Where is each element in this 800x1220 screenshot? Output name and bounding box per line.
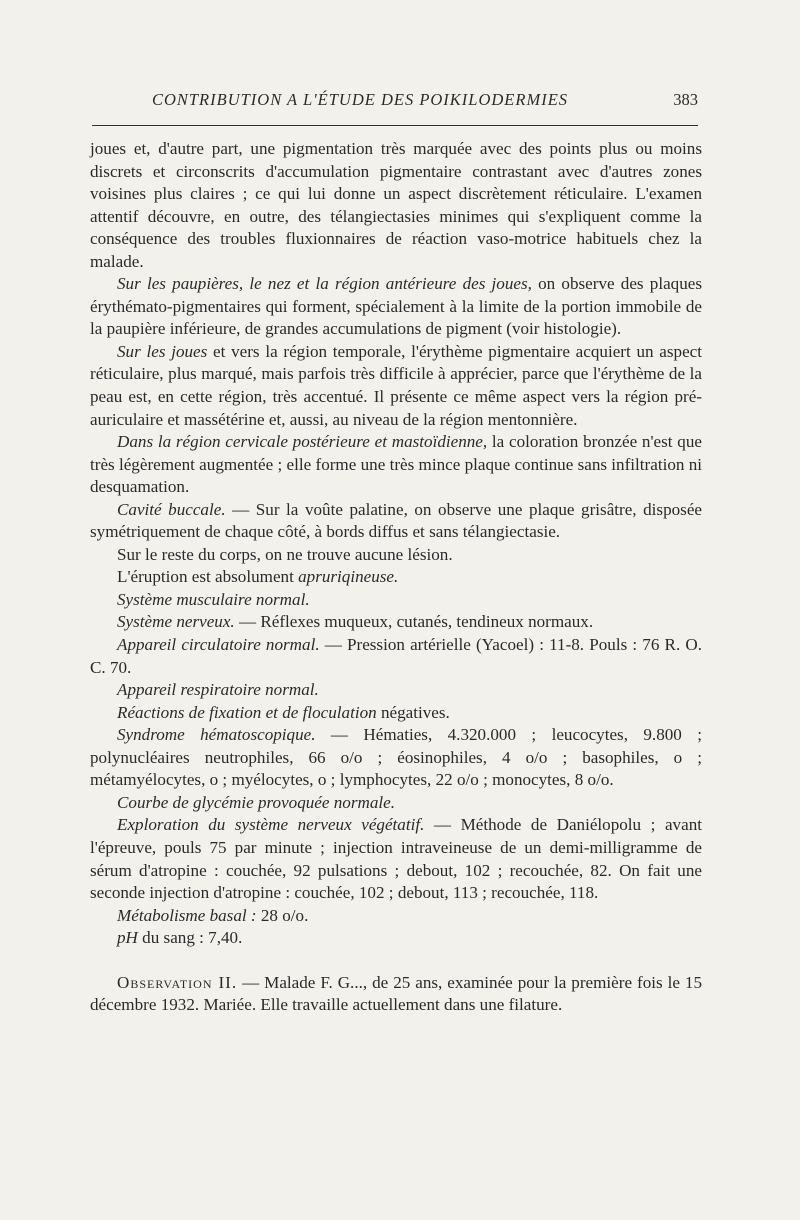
paragraph — [90, 814, 702, 904]
paragraph-text: du sang : 7,40. — [137, 928, 243, 948]
paragraph — [90, 634, 702, 679]
paragraph-label: Courbe de glycémie provoquée normale. — [117, 792, 396, 812]
paragraph-text: et vers la région temporale, l'érythème pigmentaire acquiert un aspect réticulaire, plus marqué, mais parfois très difficile à apprécier, parce que l'érythème de la peau est, en cette région, très accentué. Il présente ce même aspect vers la région pré-auriculaire et massétérine et, aussi, au niveau de la région mentonnière. — [90, 341, 702, 429]
paragraph-label: Réactions de fixation et de floculation — [117, 702, 377, 722]
paragraph-emphasis: apruriqineuse. — [298, 567, 399, 587]
paragraph — [90, 724, 702, 792]
body-text — [90, 138, 702, 1017]
paragraph-label: Sur les paupières, le nez et la région antérieure des joues, — [117, 274, 532, 294]
observation-paragraph — [90, 972, 702, 1017]
header-rule — [92, 125, 698, 126]
paragraph-label: Appareil respiratoire normal. — [117, 680, 319, 700]
paragraph-text: joues et, d'autre part, une pigmentation très marquée avec des points plus ou moins discrets et circonscrits d'accumulation pigmentaire contrastant avec d'autres zones voisines plus claires ; ce qui lui donne un aspect discrètement réticulaire. L'examen attentif découvre, en outre, des télangiectasies minimes qui s'expliquent comme la conséquence des troubles fluxionnaires de réaction vaso-motrice habituels chez la malade. — [90, 139, 702, 271]
section-gap — [90, 950, 702, 972]
paragraph-label: Syndrome hématoscopique. — [117, 725, 316, 745]
paragraph-text: Sur le reste du corps, on ne trouve aucune lésion. — [117, 544, 453, 564]
paragraph-text: — Malade F. G..., de 25 ans, examinée pour la première fois le 15 décembre 1932. Mariée. Elle travaille actuellement dans une filature. — [90, 972, 702, 1015]
paragraph — [90, 499, 702, 544]
paragraph-label: Dans la région cervicale postérieure et mastoïdienne, — [117, 432, 488, 452]
paragraph-text: 28 o/o. — [256, 905, 309, 925]
paragraph — [90, 544, 702, 567]
paragraph-text: — Méthode de Daniélopolu ; avant l'épreuve, pouls 75 par minute ; injection intraveineuse de un demi-milligramme de sérum d'atropine : couchée, 92 pulsations ; debout, 102 ; recouchée, 82. On fait une seconde injection d'atropine : couchée, 102 ; debout, 113 ; recouchée, 118. — [90, 815, 702, 903]
paragraph-label: Exploration du système nerveux végétatif. — [117, 815, 425, 835]
paragraph-text: — Hématies, 4.320.000 ; leucocytes, 9.800 ; polynucléaires neutrophiles, 66 o/o ; éosinophiles, 4 o/o ; basophiles, o ; métamyélocytes, o ; myélocytes, o ; lymphocytes, 22 o/o ; monocytes, 8 o/o. — [90, 725, 702, 790]
paragraph — [90, 589, 702, 612]
paragraph — [90, 273, 702, 341]
paragraph — [90, 431, 702, 499]
paragraph — [90, 927, 702, 950]
paragraph-text: — Réflexes muqueux, cutanés, tendineux normaux. — [234, 612, 594, 632]
running-title: CONTRIBUTION A L'ÉTUDE DES POIKILODERMIES — [151, 90, 569, 109]
paragraph-label: Appareil circulatoire normal. — [117, 635, 320, 655]
paragraph — [90, 679, 702, 702]
paragraph-text: la coloration bronzée n'est que très légèrement augmentée ; elle forme une très mince plaque continue sans infiltration ni desquamation. — [90, 432, 702, 497]
paragraph-text: négatives. — [376, 702, 450, 722]
paragraph — [90, 138, 702, 273]
paragraph — [90, 702, 702, 725]
paragraph-label: pH — [117, 928, 138, 948]
paragraph-label: Système musculaire normal. — [117, 589, 310, 609]
paragraph — [90, 792, 702, 815]
paragraph — [90, 341, 702, 431]
paragraph-label: Système nerveux. — [117, 612, 235, 632]
paragraph-label: Cavité buccale. — [117, 499, 226, 519]
paragraph-text: L'éruption est absolument — [117, 567, 299, 587]
paragraph-text: — Pression artérielle (Yacoel) : 11-8. Pouls : 76 R. O. C. 70. — [90, 635, 702, 677]
page-header — [92, 90, 698, 118]
paragraph-label: Sur les joues — [117, 341, 208, 361]
paragraph — [90, 611, 702, 634]
page-number: 383 — [673, 90, 698, 109]
paragraph — [90, 905, 702, 928]
observation-heading: Observation II. — [117, 972, 238, 992]
paragraph-text: — Sur la voûte palatine, on observe une plaque grisâtre, disposée symétriquement de chaque côté, à bords diffus et sans télangiectasie. — [90, 499, 702, 542]
paragraph-label: Métabolisme basal : — [117, 905, 257, 925]
paragraph — [90, 566, 702, 589]
paragraph-text: on observe des plaques érythémato-pigmentaires qui forment, spécialement à la limite de la portion immobile de la paupière inférieure, de grandes accumulations de pigment (voir histologie). — [90, 274, 702, 339]
